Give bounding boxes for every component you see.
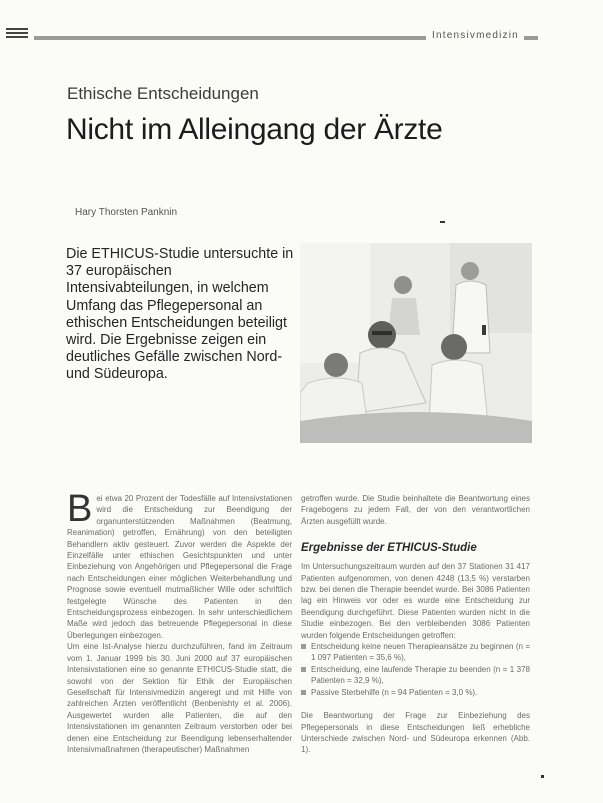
print-mark (440, 221, 445, 223)
list-item: Passive Sterbehilfe (n = 94 Patienten = 3,0 %). (301, 687, 530, 698)
article-title: Nicht im Alleingang der Ärzte (66, 113, 443, 146)
body-paragraph: ei etwa 20 Prozent der Todesfälle auf Intensivstationen wird die Entscheidung zur Beendigung der organunterstützenden Maßnahmen (Beatmung, Reanimation) getroffen, Ernährung) von den beteiligten Behandlern aktiv gesteuert. Zuvor werden die Aspekte der Einzelfälle unter ethischen Gesichtspunkten und unter Einbeziehung von Angehörigen und Pflegepersonal die Frage nach Entscheidungen einer möglichen Weiterbehandlung und Prognose sowie eventuell mutmaßlicher Wille oder schriftlich festgelegte Wünsche des Patienten in den Entscheidungsprozess einbezogen. In sehr unterschiedlichem Maße wird jedoch das betreuende Pflegepersonal in diese Überlegungen einbezogen. (67, 494, 292, 640)
section-heading: Ergebnisse der ETHICUS-Studie (301, 542, 477, 555)
header-rule-right (524, 36, 538, 40)
body-column-left (67, 488, 292, 755)
results-list (301, 641, 530, 698)
body-paragraph: Die Beantwortung der Frage zur Einbeziehung des Pflegepersonals in diese Entscheidungen ließ erhebliche Unterschiede zwischen Nord- und Südeuropa erkennen (Abb. 1). (301, 711, 530, 755)
body-paragraph: Im Untersuchungszeitraum wurden auf den 37 Stationen 31 417 Patienten aufgenommen, von denen 4248 (13,5 %) verstarben bzw. bei denen die Therapie beendet wurde. Bei 3086 Patienten lag ein Hinweis vor oder es wurde eine Entscheidung zur Beendigung durchgeführt. Diese Patienten wurden nicht in die Studie einbezogen. Bei den verbleibenden 3086 Patienten wurden folgende Entscheidungen getroffen: (301, 562, 530, 640)
list-item: Entscheidung keine neuen Therapieansätze zu beginnen (n = 1 097 Patienten = 35,6 %), (301, 641, 530, 664)
article-kicker: Ethische Entscheidungen (67, 84, 259, 103)
body-column-right (301, 493, 530, 756)
section-tag: Intensivmedizin (428, 30, 523, 41)
header-rule-left (34, 36, 426, 40)
list-item: Entscheidung, eine laufende Therapie zu beenden (n = 1 378 Patienten = 32,9 %), (301, 664, 530, 687)
body-paragraph: Um eine Ist-Analyse hierzu durchzuführen, fand im Zeitraum vom 1. Januar 1999 bis 30. Juni 2000 auf 37 europäischen Intensivstationen eine so genannte ETHICUS-Studie statt, die sowohl von der Sektion für Ethik der Europäischen Gesellschaft für Intensivmedizin angeregt und mit Hilfe von zahlreichen Ärzten veröffentlicht (Benbenishty et al. 2006). Ausgewertet wurden alle Patienten, die auf den Intensivstationen im genannten Zeitraum verstorben oder bei denen eine Entscheidung zur Beendigung lebenserhaltender Intensivmaßnahmen (therapeutischer) Maßnahmen (67, 642, 292, 754)
header-marks (6, 28, 28, 42)
article-author: Hary Thorsten Panknin (75, 207, 178, 218)
print-mark (541, 775, 544, 778)
article-intro: Die ETHICUS-Studie untersuchte in 37 europäischen Intensivabteilungen, in welchem Umfang das Pflegepersonal an ethischen Entscheidungen beteiligt wird. Die Ergebnisse zeigen ein deutliches Gefälle zwischen Nord- und Südeuropa. (66, 246, 294, 383)
drop-cap: B (67, 488, 93, 530)
article-photo (300, 243, 532, 443)
body-paragraph: getroffen wurde. Die Studie beinhaltete die Beantwortung eines Fragebogens zu jedem Fall, der von den verantwortlichen Ärzten ausgefüllt wurde. (301, 494, 530, 526)
meeting-photo-illustration (300, 243, 532, 443)
